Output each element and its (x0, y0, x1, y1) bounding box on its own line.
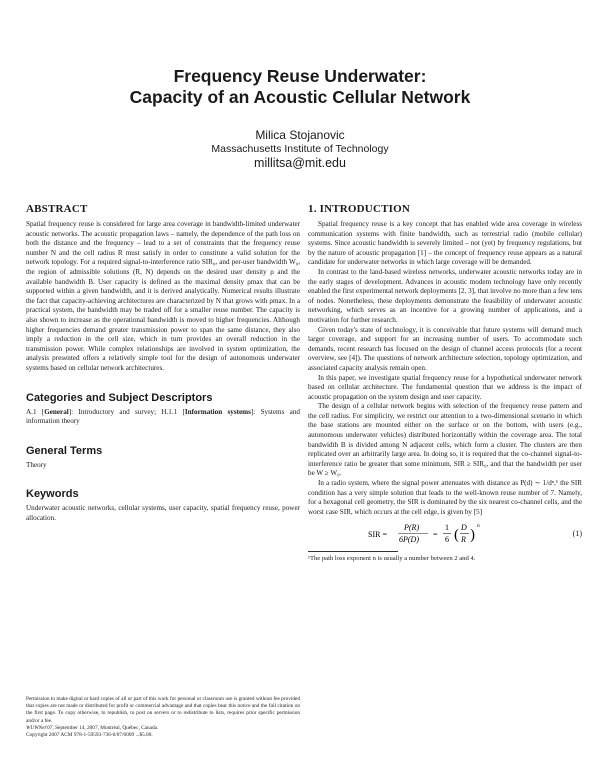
eq-paren-open: ( (454, 527, 459, 544)
eq-numerator: P(R) (404, 523, 420, 533)
intro-paragraph-3: Given today's state of technology, it is conceivable that future systems will demand much larger coverage, and support for an increasing number of users. To accommodate such demands, recent research has focused on the design of channel access protocols (for a recent overview, see [4]). The questions of network architecture selection, topology optimization, and associated capacity analysis remain open. (308, 325, 582, 372)
equation-1-graphic (368, 521, 568, 547)
eq-paren-close: ) (470, 527, 475, 544)
eq-lhs: SIR = (368, 530, 387, 540)
left-column (26, 203, 300, 523)
footnote-rule (308, 551, 398, 552)
author-name: Milica Stojanovic (255, 128, 345, 142)
intro-paragraph-2: In contrast to the land-based wireless networks, underwater acoustic networks today are in the early stages of development. Advances in acoustic modem technology have only recently enabled the first experimental network deployments [2, 3], that involve no more than a few tens of nodes. Nonetheless, these deployments demonstrate the feasibility of underwater acoustic networking, which serves as an incentive for a growing number of applications, and a motivation for further research. (308, 267, 582, 324)
equation-1-number: (1) (572, 529, 582, 539)
general-terms-text: Theory (26, 460, 47, 469)
introduction-heading: 1. INTRODUCTION (308, 203, 411, 215)
permission-venue: WUWNet'07, September 14, 2007, Montréal, Québec, Canada. (26, 724, 159, 731)
permission-text: Permission to make digital or hard copies of all or part of this work for personal or classroom use is granted without fee provided that copies are not made or distributed for profit or commercial advantage and that copies bear this notice and the full citation on the first page. To copy otherwise, to republish, to post on servers or to redistribute to lists, requires prior specific permission and/or a fee. (26, 696, 300, 724)
general-terms-heading: General Terms (26, 444, 103, 457)
intro-paragraph-6: In a radio system, where the signal power attenuates with distance as P(d) ∼ 1/dⁿ,¹ the SIR condition has a very simple solution that leads to the well-known reuse number of 7. Namely, for a hexagonal cell geometry, the SIR is dominated by the six nearest co-channel cells, and the worst case SIR, which occurs at the cell edge, is given by [5] (308, 479, 582, 516)
categories-text: A.1 [General]: Introductory and survey; H.1.1 [Information systems]: Systems and information theory (26, 407, 300, 426)
keywords-text: Underwater acoustic networks, cellular systems, user capacity, spatial frequency reuse, power allocation. (26, 504, 300, 522)
author-email: millitsa@mit.edu (254, 156, 346, 170)
intro-paragraph-1: Spatial frequency reuse is a key concept that has enabled wide area coverage in wireless communication systems with finite bandwidth, such as terrestrial radio (mobile cellular) systems. Since acoustic bandwidth is severely limited – not (yet) by frequency regulations, but by the nature of acoustic propagation [1] – the concept of frequency reuse appears as a natural candidate for underwater networks in which large coverage will be demanded. (308, 220, 582, 267)
footnote-1: ¹The path loss exponent n is usually a number between 2 and 4. (308, 555, 476, 563)
eq-exponent: n (477, 523, 480, 530)
intro-paragraph-5: The design of a cellular network begins with selection of the frequency reuse pattern and the cell radius. For simplicity, we restrict our attention to a two-dimensional scenario in which the base stations are mounted either on the surface or on the bottom, with users (e.g., autonomous underwater vehicles) distributed horizontally within the coverage area. The total bandwidth B is divided among N adjacent cells, which form a cluster. The clusters are then replicated over an arbitrarily large area. In doing so, it is required that the co-channel signal-to-interference ratio be greater than some minimum, SIR ≥ SIR₀, and that the bandwidth per user be W ≥ W₀. (308, 402, 582, 478)
eq-one: 1 (445, 523, 449, 533)
eq-equals: = (433, 530, 438, 540)
eq-denominator: 6P(D) (399, 535, 419, 545)
right-column (308, 203, 582, 563)
title-line-1: Frequency Reuse Underwater: (173, 66, 427, 86)
author-affiliation: Massachusetts Institute of Technology (211, 143, 389, 155)
eq-six: 6 (445, 535, 449, 545)
equation-1 (308, 521, 582, 547)
eq-D: D (461, 523, 467, 533)
keywords-heading: Keywords (26, 488, 79, 501)
abstract-heading: ABSTRACT (26, 203, 88, 215)
intro-paragraph-4: In this paper, we investigate spatial frequency reuse for a hypothetical underwater network based on cellular architecture. The fundamental question that we address is the impact of acoustic propagation on the system design and user capacity. (308, 373, 582, 401)
eq-R: R (461, 535, 466, 545)
title-line-2: Capacity of an Acoustic Cellular Network (129, 87, 471, 107)
permission-copyright: Copyright 2007 ACM 978-1-59593-736-0/07/0009 ...$5.00. (26, 732, 153, 739)
categories-heading: Categories and Subject Descriptors (26, 391, 213, 404)
permission-notice (26, 696, 300, 739)
paper-title (0, 66, 600, 108)
abstract-text: Spatial frequency reuse is considered for large area coverage in bandwidth-limited underwater acoustic networks. The acoustic propagation laws – namely, the dependence of the path loss on both the distance and the frequency – lead to a set of constraints that the frequency reuse number N and the cell radius R must satisfy in order to constitute a valid solution for the network topology. For a required signal-to-interference ratio SIR₀, and per-user bandwidth W₀, the region of admissible solutions (R, N) depends on the desired user density ρ and the available bandwidth B. User capacity is defined as the maximal density ρmax that can be supported within a given bandwidth, and it is derived analytically. Numerical results illustrate the fact that capacity-achieving architectures are characterized by N that grows with ρmax. In a practical system, the bandwidth may be traded off for a smaller reuse number. The capacity is also shown to increase as the operational bandwidth is moved to higher frequencies. Although higher frequencies demand greater transmission power to span the same distance, they also imply a reduction in the cell size, which in turn provides an overall reduction in the transmission power. While complex relationships are involved in system optimization, the analysis presented offers a relatively simple tool for the design of autonomous underwater systems based on cellular network architectures. (26, 220, 300, 372)
